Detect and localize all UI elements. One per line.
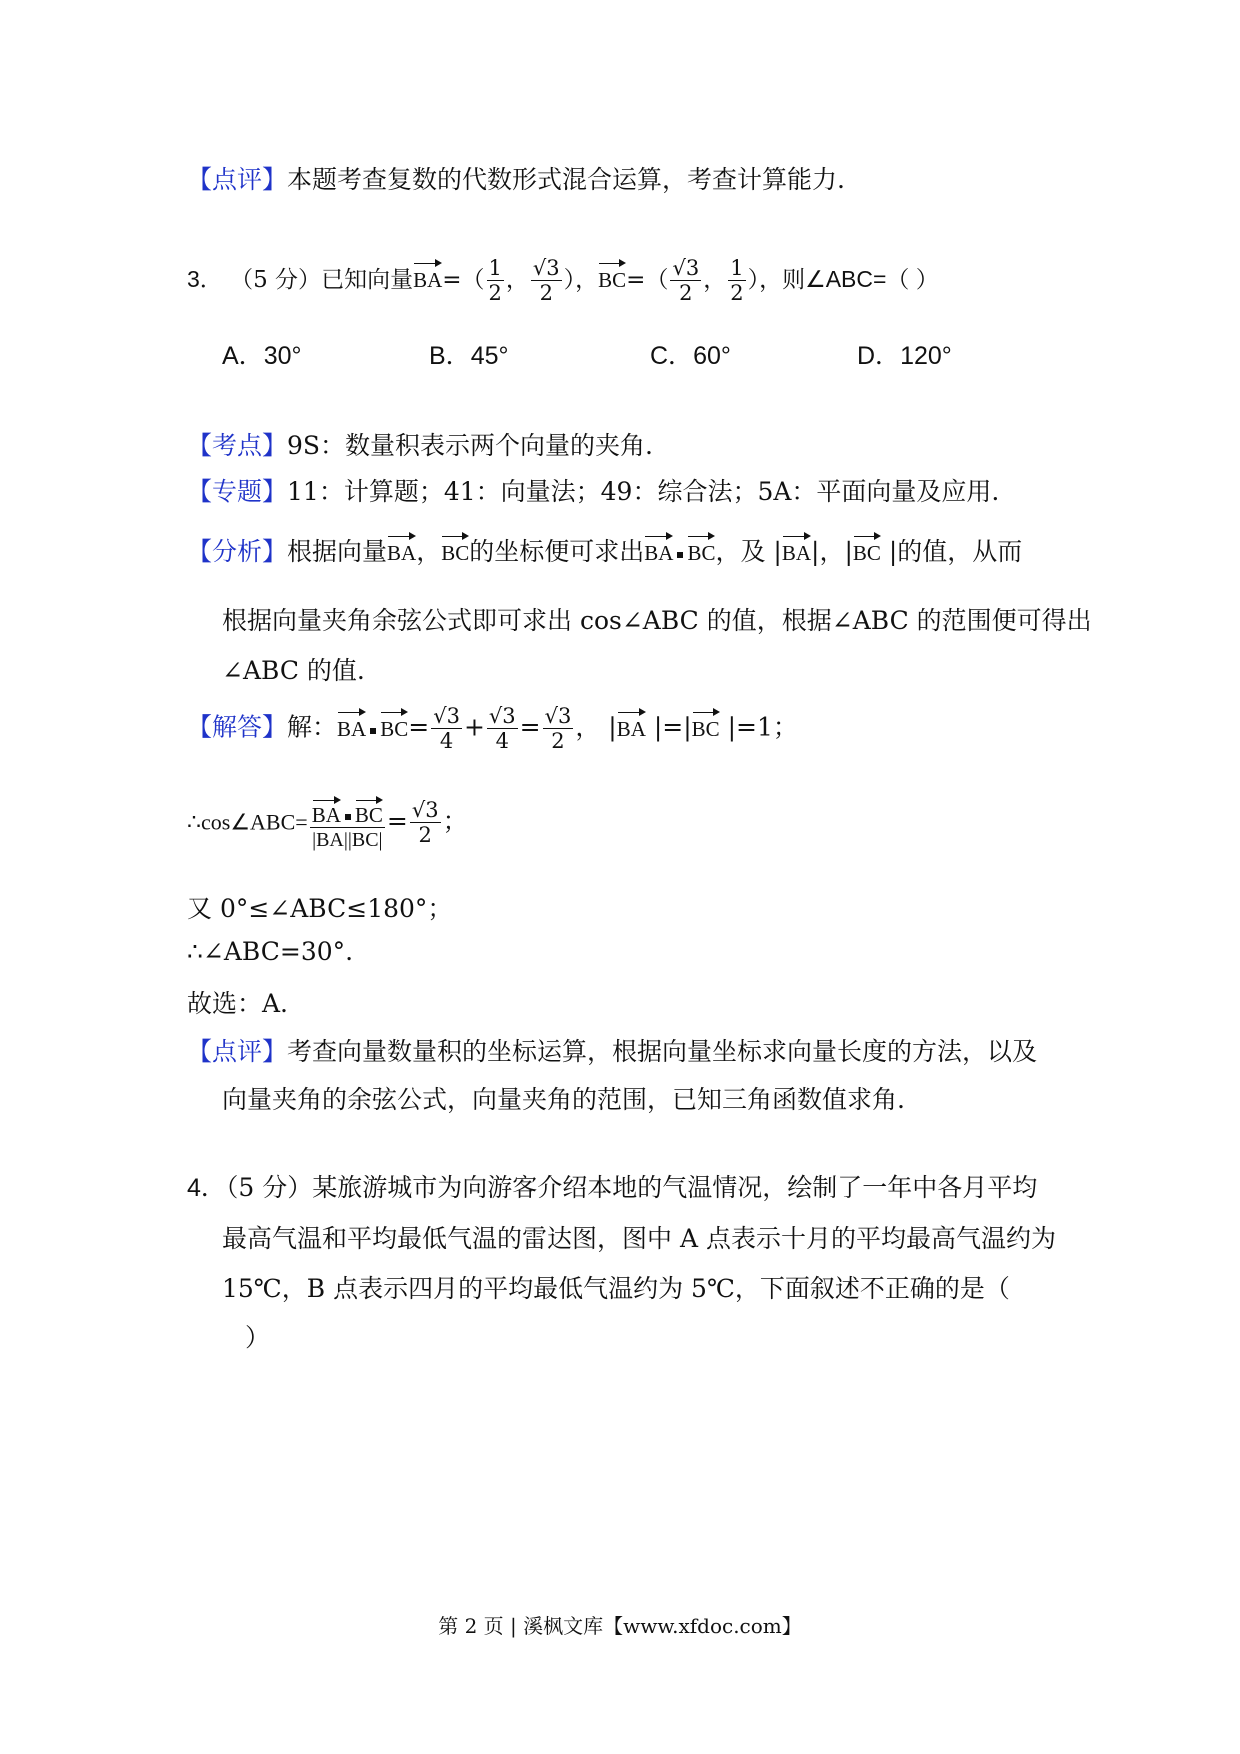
fraction-sqrt3-over-4 xyxy=(431,706,462,752)
question-score: （5 分） xyxy=(230,267,322,293)
frac-num: √3 xyxy=(672,256,700,280)
close-comma: ）， xyxy=(563,267,599,293)
frac-den: 2 xyxy=(551,729,565,753)
eq-paren: =（ xyxy=(442,267,485,293)
result-line: ∴∠ABC=30°. xyxy=(187,937,354,966)
frac-den: 2 xyxy=(418,823,432,847)
frac-den: 2 xyxy=(730,281,744,305)
fraction-sqrt3-over-2 xyxy=(531,258,562,304)
dianping-text: 考查向量数量积的坐标运算，根据向量坐标求向量长度的方法，以及 xyxy=(287,1037,1038,1066)
dot-product-icon xyxy=(370,728,376,734)
eq-paren: =（ xyxy=(626,267,669,293)
choice-line: 故选：A. xyxy=(187,989,289,1018)
fenxi-line-3: ∠ABC 的值. xyxy=(222,656,365,685)
cos-numerator xyxy=(310,796,385,828)
plus: + xyxy=(463,712,485,742)
equals: = xyxy=(408,712,430,742)
semicolon: ； xyxy=(442,806,468,836)
kaodian-line xyxy=(187,426,653,462)
frac-den: 4 xyxy=(495,729,509,753)
fenxi-line-1 xyxy=(187,532,1022,568)
vector-bc: BC xyxy=(692,708,720,742)
fenxi-text: |的值，从而 xyxy=(880,537,1023,566)
jieda-line-1 xyxy=(187,706,798,752)
vector-ba: BA xyxy=(312,796,341,826)
option-c[interactable] xyxy=(650,336,731,372)
option-label: D． xyxy=(857,342,901,370)
vector-ba: BA xyxy=(782,532,811,566)
vector-bc: BC xyxy=(441,532,469,566)
dot-product-icon xyxy=(345,814,351,820)
question-3-stem xyxy=(187,258,939,304)
vector-ba: BA xyxy=(413,259,442,293)
vector-ba: BA xyxy=(387,532,416,566)
option-a[interactable] xyxy=(222,336,302,372)
fenxi-line-2: 根据向量夹角余弦公式即可求出 cos∠ABC 的值，根据∠ABC 的范围便可得出 xyxy=(222,606,1092,635)
option-d[interactable] xyxy=(857,336,952,372)
fenxi-text: ，及 | xyxy=(715,537,782,566)
fraction-sqrt3-over-2 xyxy=(670,258,701,304)
vector-bc: BC xyxy=(355,796,383,826)
frac-num: √3 xyxy=(532,256,560,280)
fraction-sqrt3-over-4 xyxy=(487,706,518,752)
question-tail: ），则∠ABC=（ ） xyxy=(747,266,939,292)
question-score: （5 分） xyxy=(225,1173,313,1202)
cos-formula-line xyxy=(187,796,468,850)
review-tag: 【点评】 xyxy=(187,165,288,194)
jieda-text: ， | xyxy=(575,712,617,742)
jieda-tag: 【解答】 xyxy=(187,712,288,742)
frac-num: √3 xyxy=(544,704,572,728)
vector-bc: BC xyxy=(853,532,881,566)
option-value: 30° xyxy=(263,342,302,370)
fenxi-text: |，| xyxy=(811,537,853,566)
option-label: B． xyxy=(429,342,471,370)
option-value: 120° xyxy=(900,342,952,370)
option-b[interactable] xyxy=(429,336,509,372)
frac-den: 2 xyxy=(488,281,502,305)
dianping-line-1 xyxy=(187,1032,1037,1068)
prev-review-line xyxy=(187,160,845,196)
question-text: 某旅游城市为向游客介绍本地的气温情况，绘制了一年中各月平均 xyxy=(312,1173,1038,1202)
option-label: C． xyxy=(650,342,694,370)
frac-num: √3 xyxy=(411,798,439,822)
zhuanti-tag: 【专题】 xyxy=(187,477,288,506)
range-line: 又 0°≤∠ABC≤180°； xyxy=(187,894,453,923)
comma: ， xyxy=(703,267,727,293)
dot-product-icon xyxy=(677,552,683,558)
option-label: A． xyxy=(222,342,264,370)
fraction-sqrt3-over-2 xyxy=(410,800,441,846)
equals: = xyxy=(386,806,408,836)
jieda-lead: 解： xyxy=(287,712,338,742)
jieda-text: |=1； xyxy=(719,712,798,742)
equals: = xyxy=(519,712,541,742)
page-footer: 第 2 页 | 溪枫文库【www.xfdoc.com】 xyxy=(438,1614,802,1638)
dianping-line-2: 向量夹角的余弦公式，向量夹角的范围，已知三角函数值求角. xyxy=(222,1085,905,1114)
question-4-line-4: ） xyxy=(245,1323,271,1352)
question-number: 4． xyxy=(187,1174,226,1202)
vector-ba: BA xyxy=(337,708,366,742)
frac-den: 4 xyxy=(439,729,454,753)
fraction-half xyxy=(487,258,504,304)
kaodian-text: 9S：数量积表示两个向量的夹角. xyxy=(287,431,653,460)
fraction-half xyxy=(728,258,745,304)
frac-den: 2 xyxy=(539,281,553,305)
option-value: 45° xyxy=(470,342,509,370)
zhuanti-text: 11：计算题；41：向量法；49：综合法；5A：平面向量及应用. xyxy=(287,477,1000,506)
vector-ba: BA xyxy=(617,708,646,742)
frac-num: √3 xyxy=(488,704,516,728)
fenxi-text: ， xyxy=(416,537,442,566)
cos-fraction xyxy=(310,796,385,850)
vector-bc: BC xyxy=(687,532,715,566)
fenxi-tag: 【分析】 xyxy=(187,537,288,566)
jieda-text: |=| xyxy=(645,712,692,742)
frac-num: √3 xyxy=(433,704,460,728)
dianping-tag: 【点评】 xyxy=(187,1037,288,1066)
zhuanti-line xyxy=(187,472,999,508)
kaodian-tag: 【考点】 xyxy=(187,431,288,460)
fenxi-text: 的坐标便可求出 xyxy=(469,537,645,566)
frac-den: 2 xyxy=(679,281,693,305)
vector-ba: BA xyxy=(644,532,673,566)
vector-bc: BC xyxy=(380,708,408,742)
question-lead: 已知向量 xyxy=(321,267,414,293)
cos-lead: ∴cos∠ABC= xyxy=(187,809,308,835)
frac-num: 1 xyxy=(488,256,502,280)
fenxi-text: 根据向量 xyxy=(287,537,388,566)
question-4-line-2: 最高气温和平均最低气温的雷达图，图中 A 点表示十月的平均最高气温约为 xyxy=(222,1224,1056,1253)
fraction-sqrt3-over-2 xyxy=(543,706,574,752)
option-value: 60° xyxy=(693,342,731,370)
question-number: 3． xyxy=(187,266,223,292)
question-4-line-3: 15℃，B 点表示四月的平均最低气温约为 5℃，下面叙述不正确的是（ xyxy=(222,1274,1010,1303)
question-4-line-1 xyxy=(187,1168,1037,1204)
review-text: 本题考查复数的代数形式混合运算，考查计算能力. xyxy=(287,165,845,194)
cos-denominator: |BA||BC| xyxy=(312,829,383,851)
vector-bc: BC xyxy=(598,259,626,293)
frac-num: 1 xyxy=(730,256,744,280)
comma: ， xyxy=(505,267,529,293)
